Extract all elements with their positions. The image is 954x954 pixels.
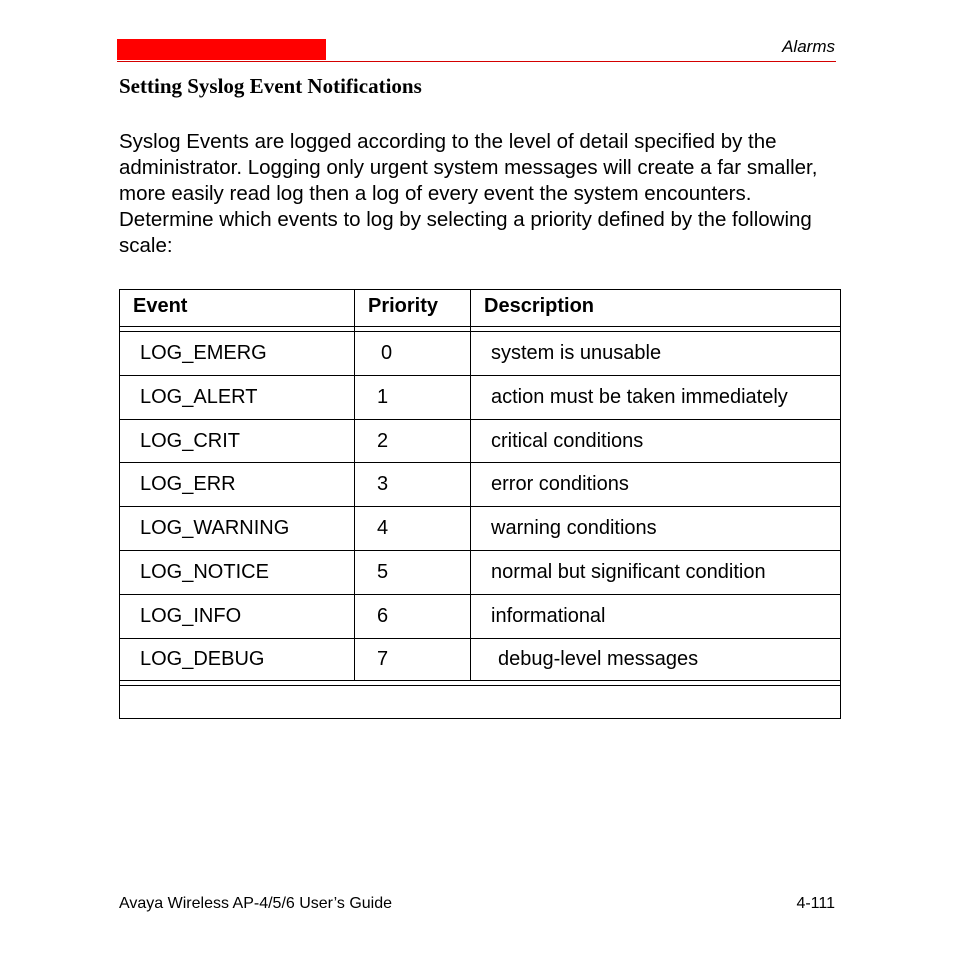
priority-table (119, 289, 841, 719)
priority-cell: 3 (377, 472, 389, 495)
section-title: Setting Syslog Event Notifications (119, 74, 422, 98)
header-rule (117, 61, 836, 62)
table-row (120, 462, 840, 506)
event-cell: LOG_ALERT (140, 385, 258, 408)
table-row (120, 331, 840, 375)
event-cell: LOG_EMERG (140, 341, 267, 364)
header-description: Description (484, 294, 595, 317)
footer-page-number: 4-111 (796, 895, 835, 912)
event-cell: LOG_WARNING (140, 516, 290, 539)
priority-cell: 4 (377, 516, 389, 539)
event-cell: LOG_DEBUG (140, 647, 265, 670)
table-row (120, 419, 840, 463)
table-header-row (120, 290, 840, 322)
description-cell: action must be taken immediately (491, 385, 788, 408)
priority-cell: 2 (377, 429, 389, 452)
intro-paragraph: Syslog Events are logged according to the level of detail specified by the administrator. Logging only urgent system messages will create a far smaller, more easily read log then a log of every event the system encounters. Determine which events to log by selecting a priority defined by the following scale: (119, 130, 818, 257)
table-row (120, 550, 840, 594)
table-bottom-rule-bottom (120, 685, 840, 686)
description-cell: error conditions (491, 472, 629, 495)
header-event: Event (133, 294, 188, 317)
event-cell: LOG_CRIT (140, 429, 241, 452)
header-rule-top (120, 326, 840, 327)
table-row (120, 506, 840, 550)
event-cell: LOG_ERR (140, 472, 236, 495)
column-separator (354, 290, 355, 680)
description-cell: informational (491, 604, 606, 627)
priority-cell: 7 (377, 647, 389, 670)
description-cell: system is unusable (491, 341, 662, 364)
event-cell: LOG_NOTICE (140, 560, 269, 583)
running-header: Alarms (782, 37, 835, 56)
table-bottom-rule-top (120, 680, 840, 681)
table-row (120, 594, 840, 638)
description-cell: normal but significant condition (491, 560, 766, 583)
header-priority: Priority (368, 294, 439, 317)
description-cell: debug-level messages (498, 647, 699, 670)
priority-cell: 5 (377, 560, 389, 583)
priority-cell: 0 (381, 341, 393, 364)
table-row (120, 638, 840, 680)
description-cell: warning conditions (491, 516, 657, 539)
column-separator (470, 290, 471, 680)
footer-guide-title: Avaya Wireless AP-4/5/6 User’s Guide (119, 895, 393, 912)
description-cell: critical conditions (491, 429, 644, 452)
table-row (120, 375, 840, 419)
event-cell: LOG_INFO (140, 604, 242, 627)
priority-cell: 6 (377, 604, 389, 627)
priority-cell: 1 (377, 385, 389, 408)
header-color-bar (117, 39, 326, 60)
